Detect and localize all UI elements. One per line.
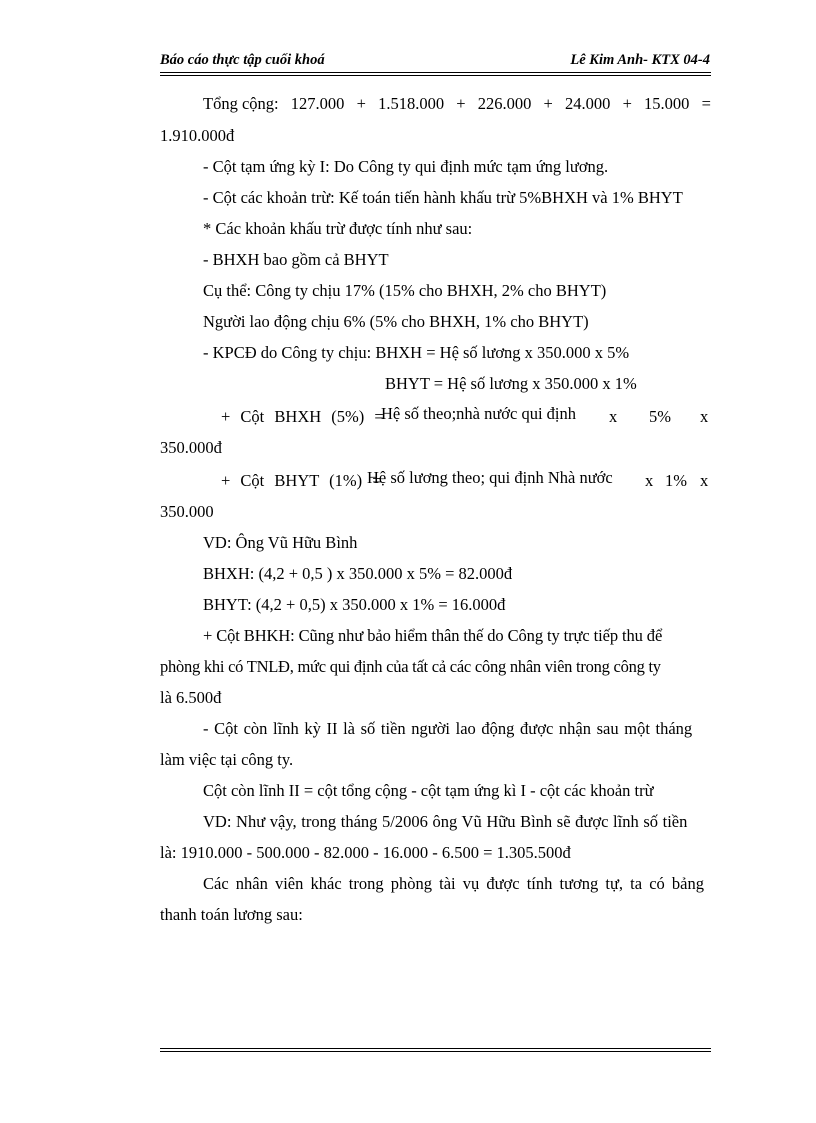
header-report-title: Báo cáo thực tập cuối khoá <box>160 52 325 68</box>
total-part: + <box>356 94 366 113</box>
company-pays-text: Cụ thể: Công ty chịu 17% (15% cho BHXH, 2% cho BHYT) <box>203 281 607 300</box>
deductions-calc-text: * Các khoản khấu trừ được tính như sau: <box>203 219 473 238</box>
vd2-line-2: là: 1910.000 - 500.000 - 82.000 - 16.000 - 6.500 = 1.305.500đ <box>160 843 571 862</box>
vd2-line-1: VD: Như vậy, trong tháng 5/2006 ông Vũ Hữu Bình sẽ được lĩnh số tiền <box>203 812 688 831</box>
deductions-column-text: - Cột các khoản trừ: Kế toán tiến hành khấu trừ 5%BHXH và 1% BHYT <box>203 188 683 207</box>
page-header <box>160 48 710 72</box>
bhyt-formula-text: BHYT = Hệ số lương x 350.000 x 1% <box>385 374 637 393</box>
kpcd-text: - KPCĐ do Công ty chịu: BHXH = Hệ số lương x 350.000 x 5% <box>203 343 630 362</box>
bhkh-line-2: phòng khi có TNLĐ, mức qui định của tất cả các công nhân viên trong công ty <box>160 657 661 676</box>
total-part: + <box>543 94 553 113</box>
worker-pays-text: Người lao động chịu 6% (5% cho BHXH, 1% cho BHYT) <box>203 312 589 331</box>
bhyt-times-2: x <box>700 471 709 490</box>
total-part: = <box>701 94 711 113</box>
bhxh-coefficient: Hệ số theo;nhà nước qui định <box>381 404 577 423</box>
total-part: 226.000 <box>477 94 532 113</box>
bhxh-times-2: x <box>700 407 709 426</box>
total-result: 1.910.000đ <box>160 126 235 145</box>
example-bhxh: BHXH: (4,2 + 0,5 ) x 350.000 x 5% = 82.000đ <box>203 564 513 583</box>
example-bhyt: BHYT: (4,2 + 0,5) x 350.000 x 1% = 16.000đ <box>203 595 506 614</box>
remain-line-2: làm việc tại công ty. <box>160 750 294 769</box>
total-part: + <box>456 94 466 113</box>
bhxh-column-formula <box>203 404 711 427</box>
bhyt-column-formula <box>203 468 711 491</box>
bhyt-formula-continued: 350.000 <box>160 502 214 521</box>
bhxh-percent: 5% <box>649 407 671 426</box>
header-rule <box>160 72 711 76</box>
bhxh-formula-continued: 350.000đ <box>160 438 222 457</box>
total-part: 127.000 <box>290 94 345 113</box>
footer-rule <box>160 1048 711 1052</box>
total-part: 24.000 <box>565 94 611 113</box>
total-part: + <box>622 94 632 113</box>
bhyt-formula-label: + Cột BHYT (1%) = <box>221 471 382 490</box>
others-line-1: Các nhân viên khác trong phòng tài vụ được tính tương tự, ta có bảng <box>203 874 704 893</box>
bhxh-includes-text: - BHXH bao gồm cả BHYT <box>203 250 389 269</box>
total-label: Tổng cộng: <box>203 94 279 113</box>
example-name: VD: Ông Vũ Hữu Bình <box>203 533 358 552</box>
bhyt-coefficient: Hệ số lương theo; qui định Nhà nước <box>367 468 613 487</box>
others-line-2: thanh toán lương sau: <box>160 905 303 924</box>
remain-formula: Cột còn lĩnh II = cột tổng cộng - cột tạm ứng kì I - cột các khoản trừ <box>203 781 654 800</box>
bhyt-percent: 1% <box>665 471 687 490</box>
bhkh-line-3: là 6.500đ <box>160 688 222 707</box>
bhyt-times-1: x <box>645 471 654 490</box>
bhxh-formula-label: + Cột BHXH (5%) = <box>221 407 384 426</box>
total-line <box>203 94 711 114</box>
advance-column-text: - Cột tạm ứng kỳ I: Do Công ty qui định mức tạm ứng lương. <box>203 157 609 176</box>
bhkh-line-1: + Cột BHKH: Cũng như bảo hiểm thân thế do Công ty trực tiếp thu để <box>203 626 663 645</box>
total-part: 1.518.000 <box>378 94 445 113</box>
bhxh-times-1: x <box>609 407 618 426</box>
header-author: Lê Kim Anh- KTX 04-4 <box>570 52 710 68</box>
total-part: 15.000 <box>644 94 690 113</box>
remain-line-1: - Cột còn lĩnh kỳ II là số tiền người lao động được nhận sau một tháng <box>203 719 693 738</box>
